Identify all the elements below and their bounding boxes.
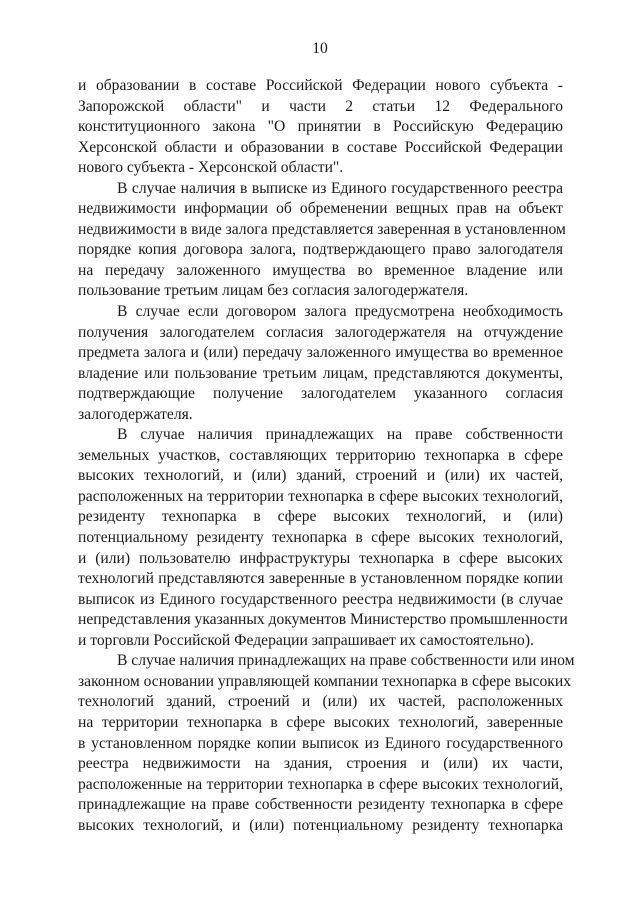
text-line: и (или) пользователю инфраструктуры технопарка в сфере высоких	[78, 549, 563, 567]
text-line: подтверждающие получение залогодателем указанного согласия	[78, 385, 563, 403]
text-line: принадлежащие на праве собственности резиденту технопарка в сфере	[78, 796, 563, 814]
text-line: законном основании управляющей компании технопарка в сфере высоких	[78, 672, 572, 690]
text-line: Запорожской области" и части 2 статьи 12 Федерального	[78, 97, 563, 115]
text-line: земельных участков, составляющих территорию технопарка в сфере	[78, 446, 563, 464]
text-line: расположенные на территории технопарка в сфере высоких технологий,	[78, 775, 563, 793]
text-line: порядке копия договора залога, подтверждающего право залогодателя	[78, 241, 563, 259]
paragraph	[78, 179, 566, 302]
text-line: предмета залога и (или) передачу заложенного имущества во временное	[78, 344, 563, 362]
text-line: расположенных на территории технопарка в сфере высоких технологий,	[78, 487, 563, 505]
paragraph	[78, 302, 563, 425]
text-line: непредставления указанных документов Министерство промышленности	[78, 611, 568, 629]
text-line: на передачу заложенного имущества во временное владение или	[78, 261, 563, 279]
text-line: пользование третьим лицам без согласия залогодержателя.	[78, 282, 469, 300]
text-line: В случае наличия принадлежащих на праве собственности или ином	[117, 652, 575, 670]
text-line: В случае если договором залога предусмотрена необходимость	[117, 303, 563, 321]
text-line: на территории технопарка в сфере высоких технологий, заверенные	[78, 713, 563, 731]
text-line: потенциальному резиденту технопарка в сфере высоких технологий,	[78, 529, 563, 547]
document-body	[78, 76, 575, 836]
text-line: недвижимости в виде залога представляется заверенная в установленном	[78, 220, 566, 238]
text-line: В случае наличия принадлежащих на праве собственности	[117, 426, 563, 444]
text-line: залогодержателя.	[78, 405, 193, 423]
text-line: в установленном порядке копии выписок из Единого государственного	[78, 734, 563, 752]
text-line: реестра недвижимости на здания, строения и (или) их части,	[78, 755, 563, 773]
paragraph	[78, 76, 563, 179]
text-line: конституционного закона "О принятии в Российскую Федерацию	[78, 118, 563, 136]
paragraph	[78, 425, 568, 651]
text-line: получения залогодателем согласия залогодержателя на отчуждение	[78, 323, 563, 341]
text-line: и торговли Российской Федерации запрашивает их самостоятельно).	[78, 631, 534, 649]
text-line: технологий представляются заверенные в установленном порядке копии	[78, 570, 563, 588]
text-line: и образовании в составе Российской Федерации нового субъекта -	[78, 77, 563, 94]
text-line: В случае наличия в выписке из Единого государственного реестра	[117, 179, 563, 197]
text-line: резиденту технопарка в сфере высоких технологий, и (или)	[78, 508, 563, 526]
page-number: 10	[312, 40, 328, 57]
text-line: выписок из Единого государственного реестра недвижимости (в случае	[78, 590, 563, 608]
paragraph	[78, 651, 575, 836]
text-line: недвижимости информации об обременении вещных прав на объект	[78, 200, 563, 218]
text-line: Херсонской области и образовании в составе Российской Федерации	[78, 138, 563, 156]
text-line: владение или пользование третьим лицам, представляются документы,	[78, 364, 563, 382]
text-line: высоких технологий, и (или) зданий, строений и (или) их частей,	[78, 467, 563, 485]
text-line: технологий зданий, строений и (или) их частей, расположенных	[78, 693, 563, 711]
text-line: высоких технологий, и (или) потенциальному резиденту технопарка	[78, 816, 563, 834]
text-line: нового субъекта - Херсонской области".	[78, 159, 344, 177]
